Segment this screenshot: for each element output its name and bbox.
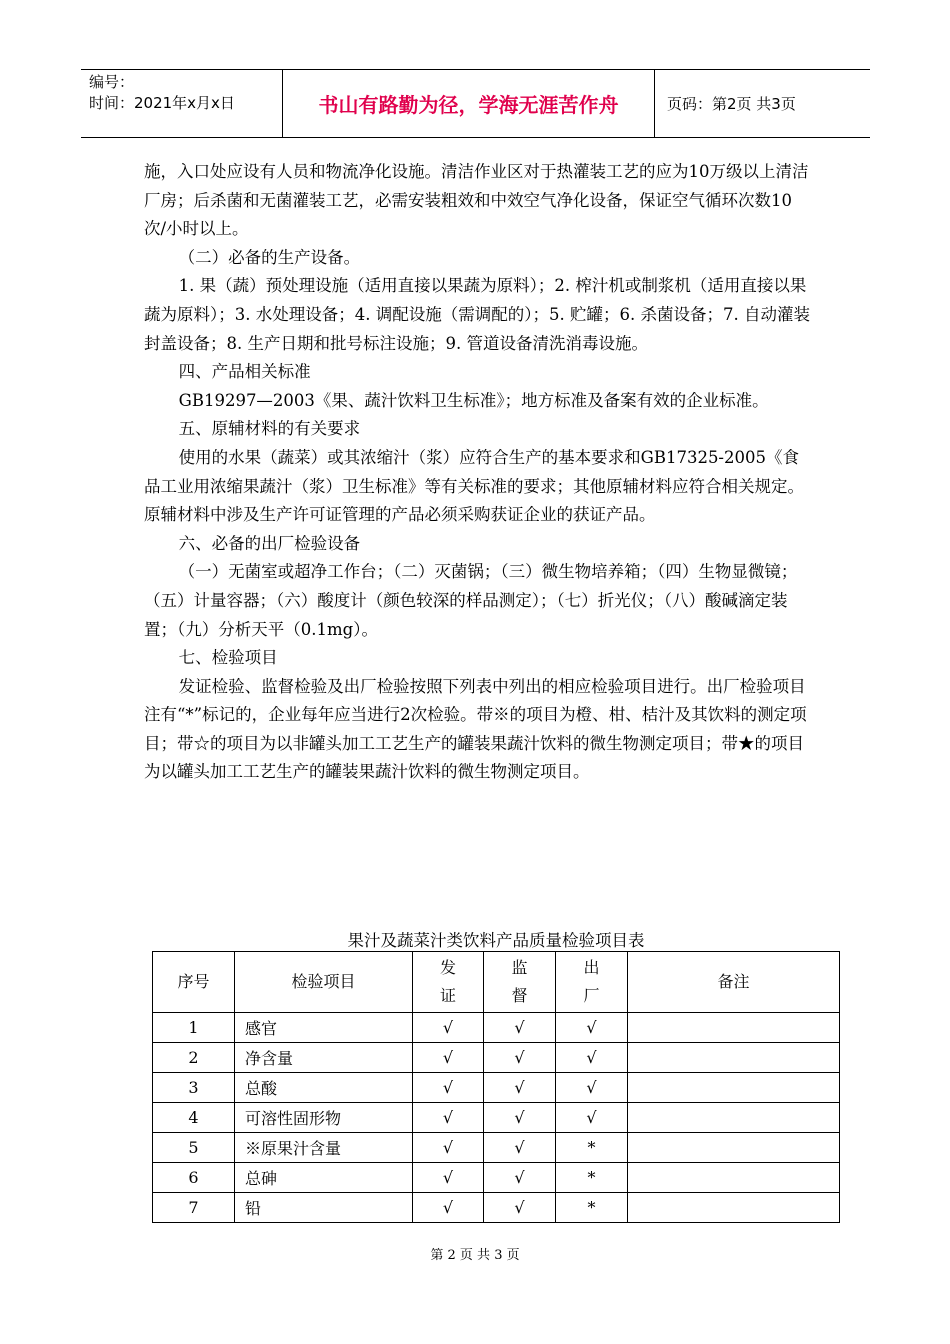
table-row	[153, 1013, 840, 1043]
page-header	[81, 69, 870, 138]
cell-issue: √	[413, 1193, 484, 1223]
page-footer: 第 2 页 共 3 页	[430, 1248, 520, 1263]
cell-factory: √	[556, 1043, 628, 1073]
table-row	[153, 1043, 840, 1073]
cell-no: 4	[153, 1103, 235, 1133]
doc-date: 时间：2021年x月x日	[89, 94, 235, 112]
cell-supervise: √	[484, 1163, 556, 1193]
table-row	[153, 1073, 840, 1103]
cell-note	[628, 1103, 840, 1133]
heading-equipment: （二）必备的生产设备。	[178, 247, 361, 267]
cell-no: 6	[153, 1163, 235, 1193]
paragraph-inspection-equipment: （一）无菌室或超净工作台；（二）灭菌锅；（三）微生物培养箱；（四）生物显微镜；（五）计量容器；（六）酸度计（颜色较深的样品测定）；（七）折光仪；（八）酸碱滴定装置；（九）分析天平（0.1mg）。	[144, 562, 798, 639]
header-motto: 书山有路勤为径，学海无涯苦作舟	[283, 70, 655, 137]
cell-factory: √	[556, 1013, 628, 1043]
cell-no: 7	[153, 1193, 235, 1223]
paragraph-materials: 使用的水果（蔬菜）或其浓缩汁（浆）应符合生产的基本要求和GB17325-2005《食品工业用浓缩果蔬汁（浆）卫生标准》等有关标准的要求；其他原辅材料应符合相关规定。原辅材料中涉及生产许可证管理的产品必须采购获证企业的获证产品。	[144, 447, 804, 525]
cell-no: 5	[153, 1133, 235, 1163]
heading-materials: 五、原辅材料的有关要求	[178, 419, 361, 439]
cell-supervise: √	[484, 1043, 556, 1073]
cell-item: 感官	[235, 1013, 413, 1043]
header-no: 序号	[153, 952, 235, 1013]
header-note: 备注	[628, 952, 840, 1013]
cell-supervise: √	[484, 1193, 556, 1223]
header-supervise: 监 督	[484, 952, 556, 1013]
cell-factory: *	[556, 1163, 628, 1193]
table-row	[153, 1193, 840, 1223]
table-row	[153, 1163, 840, 1193]
cell-issue: √	[413, 1133, 484, 1163]
document-body	[144, 158, 810, 787]
paragraph-inspection-items: 发证检验、监督检验及出厂检验按照下列表中列出的相应检验项目进行。出厂检验项目注有“*”标记的，企业每年应当进行2次检验。带※的项目为橙、柑、桔汁及其饮料的测定项目；带☆的项目为以非罐头加工工艺生产的罐装果蔬汁饮料的微生物测定项目；带★的项目为以罐头加工工艺生产的罐装果蔬汁饮料的微生物测定项目。	[144, 676, 807, 782]
heading-inspection-equipment: 六、必备的出厂检验设备	[178, 533, 361, 553]
paragraph-cleanroom: 施，入口处应设有人员和物流净化设施。清洁作业区对于热灌装工艺的应为10万级以上清洁厂房；后杀菌和无菌灌装工艺，必需安装粗效和中效空气净化设备，保证空气循环次数10次/小时以上。	[144, 162, 809, 239]
heading-inspection-items: 七、检验项目	[178, 648, 278, 668]
cell-issue: √	[413, 1043, 484, 1073]
cell-supervise: √	[484, 1013, 556, 1043]
paragraph-standards: GB19297—2003《果、蔬汁饮料卫生标准》；地方标准及备案有效的企业标准。	[178, 390, 769, 410]
cell-note	[628, 1163, 840, 1193]
table-header-row	[153, 952, 840, 1013]
cell-issue: √	[413, 1163, 484, 1193]
cell-note	[628, 1133, 840, 1163]
header-meta	[81, 70, 283, 137]
cell-note	[628, 1043, 840, 1073]
cell-supervise: √	[484, 1073, 556, 1103]
cell-factory: *	[556, 1133, 628, 1163]
cell-item: 总酸	[235, 1073, 413, 1103]
cell-issue: √	[413, 1103, 484, 1133]
header-page-number: 页码：第2页 共3页	[667, 95, 796, 113]
cell-issue: √	[413, 1073, 484, 1103]
doc-number-label: 编号：	[89, 73, 135, 91]
cell-note	[628, 1193, 840, 1223]
cell-no: 2	[153, 1043, 235, 1073]
cell-issue: √	[413, 1013, 484, 1043]
cell-no: 1	[153, 1013, 235, 1043]
cell-supervise: √	[484, 1133, 556, 1163]
cell-item: ※原果汁含量	[235, 1133, 413, 1163]
table-row	[153, 1133, 840, 1163]
cell-factory: √	[556, 1073, 628, 1103]
heading-standards: 四、产品相关标准	[178, 362, 311, 382]
cell-note	[628, 1013, 840, 1043]
cell-no: 3	[153, 1073, 235, 1103]
cell-supervise: √	[484, 1103, 556, 1133]
table-title: 果汁及蔬菜汁类饮料产品质量检验项目表	[347, 931, 645, 950]
paragraph-equipment: 1. 果（蔬）预处理设施（适用直接以果蔬为原料）；2. 榨汁机或制浆机（适用直接以果蔬为原料）；3. 水处理设备；4. 调配设施（需调配的）；5. 贮罐；6. 杀菌设备；7. 自动灌装封盖设备；8. 生产日期和批号标注设施；9. 管道设备清洗消毒设施。	[144, 276, 810, 353]
cell-note	[628, 1073, 840, 1103]
cell-item: 铅	[235, 1193, 413, 1223]
cell-item: 净含量	[235, 1043, 413, 1073]
table-row	[153, 1103, 840, 1133]
header-issue: 发 证	[413, 952, 484, 1013]
cell-item: 可溶性固形物	[235, 1103, 413, 1133]
cell-item: 总砷	[235, 1163, 413, 1193]
header-factory: 出 厂	[556, 952, 628, 1013]
cell-factory: √	[556, 1103, 628, 1133]
cell-factory: *	[556, 1193, 628, 1223]
inspection-table	[152, 951, 840, 1223]
header-item: 检验项目	[235, 952, 413, 1013]
